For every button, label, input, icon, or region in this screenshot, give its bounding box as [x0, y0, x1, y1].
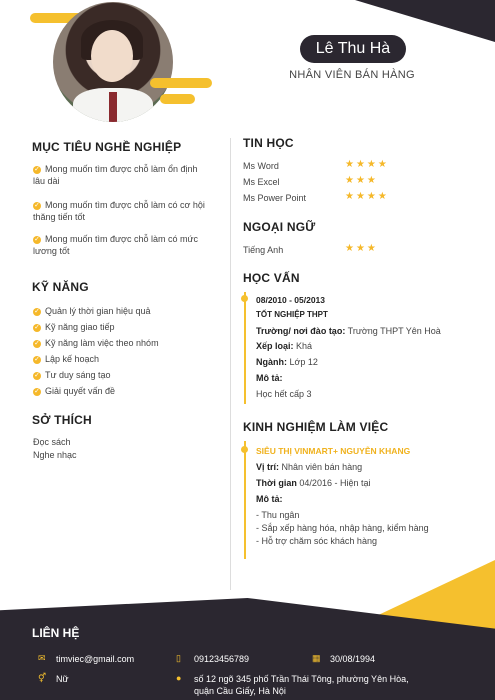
education-rank: Xếp loại: Khá	[256, 341, 313, 351]
check-icon: ✓	[34, 235, 40, 243]
timeline-line	[244, 292, 246, 404]
check-icon: ✓	[34, 371, 40, 379]
job-title: NHÂN VIÊN BÁN HÀNG	[289, 69, 415, 81]
skill-item: ✓ Lập kế hoạch	[34, 354, 100, 364]
skill-item: ✓ Quản lý thời gian hiệu quả	[34, 306, 151, 316]
phone-icon: ▯	[176, 653, 181, 663]
hobby-item: Nghe nhạc	[33, 450, 77, 460]
check-icon: ✓	[34, 323, 40, 331]
decor-bar	[160, 94, 195, 104]
experience-time: Thời gian 04/2016 - Hiện tại	[256, 478, 371, 488]
education-title: HỌC VẤN	[243, 271, 300, 285]
it-skill-name: Ms Excel	[243, 177, 280, 187]
contact-address-line1: số 12 ngõ 345 phố Trần Thái Tông, phường Yên Hòa,	[194, 674, 409, 684]
it-title: TIN HỌC	[243, 136, 294, 150]
education-desc-label: Mô tả:	[256, 373, 283, 383]
email-icon: ✉	[38, 653, 46, 663]
experience-desc-label: Mô tả:	[256, 494, 283, 504]
contact-dob: 30/08/1994	[330, 654, 376, 664]
it-skill-name: Ms Word	[243, 161, 279, 171]
rating-stars: ★★★★	[345, 191, 389, 202]
check-icon: ✓	[34, 201, 40, 209]
candidate-name: Lê Thu Hà	[300, 35, 406, 63]
check-icon: ✓	[34, 307, 40, 315]
education-desc: Học hết cấp 3	[256, 389, 312, 399]
experience-desc-line: - Hỗ trợ chăm sóc khách hàng	[256, 536, 377, 546]
objective-title: MỤC TIÊU NGHỀ NGHIỆP	[32, 140, 182, 154]
education-major: Ngành: Lớp 12	[256, 357, 318, 367]
contact-title: LIÊN HỆ	[32, 626, 80, 640]
calendar-icon: ▦	[312, 653, 321, 663]
column-divider	[230, 138, 231, 590]
skill-item: ✓ Tư duy sáng tạo	[34, 370, 111, 380]
check-icon: ✓	[34, 355, 40, 363]
experience-desc-line: - Sắp xếp hàng hóa, nhập hàng, kiểm hàng	[256, 523, 429, 533]
avatar	[53, 2, 173, 122]
check-icon: ✓	[34, 165, 40, 173]
location-icon: ●	[176, 673, 182, 683]
check-icon: ✓	[34, 387, 40, 395]
contact-phone: 09123456789	[194, 654, 250, 664]
experience-desc-line: - Thu ngân	[256, 510, 300, 520]
rating-stars: ★★★	[345, 243, 378, 254]
it-skill-name: Ms Power Point	[243, 193, 307, 203]
skills-title: KỸ NĂNG	[32, 280, 89, 294]
experience-company: SIÊU THỊ VINMART+ NGUYỄN KHANG	[256, 446, 411, 456]
timeline-dot	[241, 446, 248, 453]
objective-item: ✓ Mong muốn tìm được chỗ làm có mức lương tốt	[33, 234, 198, 256]
education-degree: TỐT NGHIỆP THPT	[256, 310, 328, 319]
experience-title: KINH NGHIỆM LÀM VIỆC	[243, 420, 389, 434]
objective-item: ✓ Mong muốn tìm được chỗ làm ổn định lâu dài	[33, 164, 198, 186]
rating-stars: ★★★	[345, 175, 378, 186]
rating-stars: ★★★★	[345, 159, 389, 170]
education-period: 08/2010 - 05/2013	[256, 295, 326, 305]
timeline-dot	[241, 295, 248, 302]
decor-bar	[150, 78, 212, 88]
language-name: Tiếng Anh	[243, 245, 284, 255]
hobbies-title: SỞ THÍCH	[32, 413, 92, 427]
contact-email: timviec@gmail.com	[56, 654, 135, 664]
contact-address-line2: quận Cầu Giấy, Hà Nội	[194, 686, 286, 696]
skill-item: ✓ Giải quyết vấn đề	[34, 386, 116, 396]
hobby-item: Đọc sách	[33, 437, 71, 447]
skill-item: ✓ Kỹ năng làm việc theo nhóm	[34, 338, 159, 348]
contact-gender: Nữ	[56, 674, 69, 684]
objective-item: ✓ Mong muốn tìm được chỗ làm có cơ hội thăng tiến tốt	[33, 200, 205, 222]
skill-item: ✓ Kỹ năng giao tiếp	[34, 322, 115, 332]
gender-icon: ⚥	[38, 673, 47, 683]
education-school: Trường/ nơi đào tạo: Trường THPT Yên Hoà	[256, 326, 441, 336]
experience-position: Vị trí: Nhân viên bán hàng	[256, 462, 363, 472]
language-title: NGOẠI NGỮ	[243, 220, 316, 234]
timeline-line	[244, 441, 246, 559]
check-icon: ✓	[34, 339, 40, 347]
